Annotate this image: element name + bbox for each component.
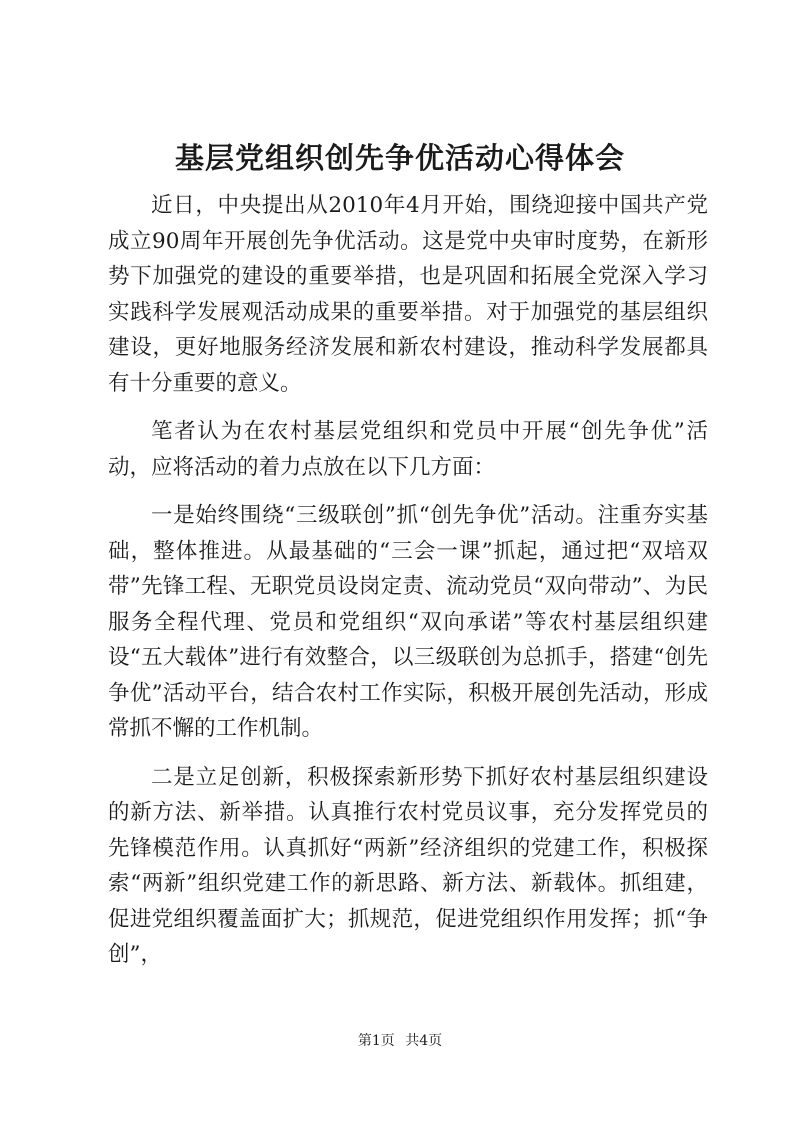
page-total: 共4页 (405, 1033, 443, 1049)
document-title: 基层党组织创先争优活动心得体会 (174, 141, 625, 175)
paragraph-1: 近日，中央提出从2010年4月开始，围绕迎接中国共产党成立90周年开展创先争优活动。这是党中央审时度势，在新形势下加强党的建设的重要举措，也是巩固和拓展全党深入学习实践科学发展观活动成果的重要举措。对于加强党的基层组织建设，更好地服务经济发展和新农村建设，推动科学发展都具有十分重要的意义。 (108, 193, 708, 396)
page-number: 第1页 (357, 1033, 395, 1049)
page-footer (0, 1031, 800, 1051)
paragraph-4: 二是立足创新，积极探索新形势下抓好农村基层组织建设的新方法、新举措。认真推行农村党员议事，充分发挥党员的先锋模范作用。认真抓好“两新”经济组织的党建工作，积极探索“两新”组织党建工作的新思路、新方法、新载体。抓组建，促进党组织覆盖面扩大；抓规范，促进党组织作用发挥；抓“争创”， (108, 764, 708, 967)
paragraph-2: 笔者认为在农村基层党组织和党员中开展“创先争优”活动，应将活动的着力点放在以下几方面： (108, 419, 708, 480)
paragraph-3: 一是始终围绕“三级联创”抓“创先争优”活动。注重夯实基础，整体推进。从最基础的“三会一课”抓起，通过把“双培双带”先锋工程、无职党员设岗定责、流动党员“双向带动”、为民服务全程代理、党员和党组织“双向承诺”等农村基层组织建设“五大载体”进行有效整合，以三级联创为总抓手，搭建“创先争优”活动平台，结合农村工作实际，积极开展创先活动，形成常抓不懈的工作机制。 (108, 503, 708, 741)
document-body (108, 188, 708, 986)
